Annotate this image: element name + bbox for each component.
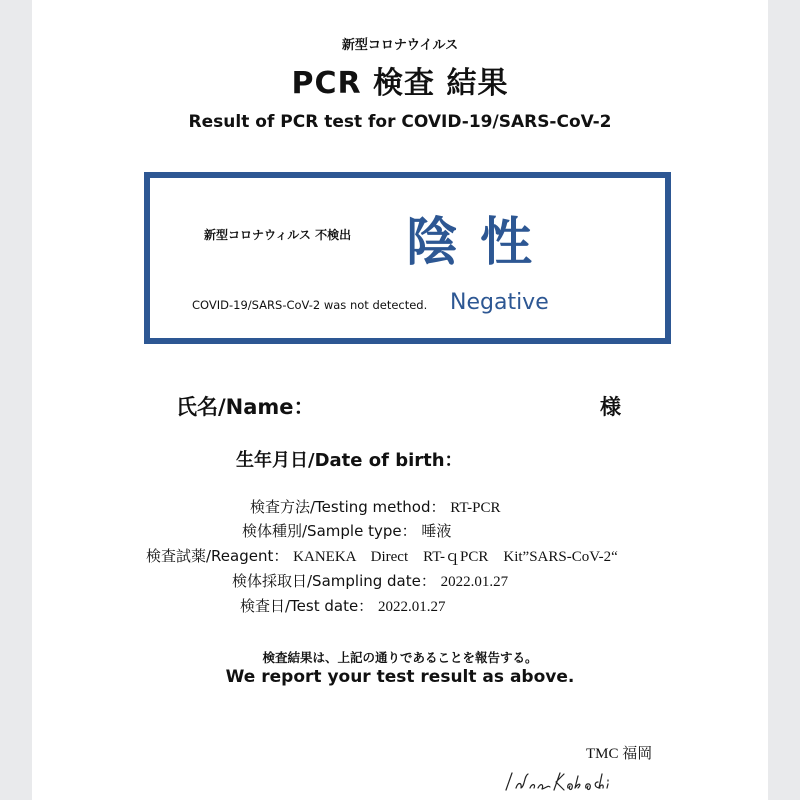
page-subtitle: Result of PCR test for COVID-19/SARS-CoV-2 [188,112,612,132]
issuer: TMC 福岡 [586,746,653,762]
sample-label: 検体種別/Sample type： [242,522,417,540]
method-row [250,496,501,517]
honorific: 様 [600,395,621,419]
sampling-row [232,570,508,591]
method-label: 検査方法/Testing method： [250,498,446,516]
report-statement-jp: 検査結果は、上記の通りであることを報告する。 [262,650,538,665]
reagent-value: KANEKA Direct RT-ｑPCR Kit”SARS-CoV-2“ [293,549,618,565]
test-date-row [240,595,445,616]
report-statement-en: We report your test result as above. [225,667,575,687]
dob-label: 生年月日/Date of birth： [236,450,463,471]
page-title: PCR 検査 結果 [291,66,509,101]
sample-row [242,520,451,541]
sampling-label: 検体採取日/Sampling date： [232,572,436,590]
reagent-label: 検査試薬/Reagent： [146,547,289,565]
top-label: 新型コロナウイルス [341,38,459,53]
sampling-value: 2022.01.27 [440,574,509,590]
test-date-value: 2022.01.27 [377,599,446,615]
sample-value: 唾液 [421,524,452,540]
test-date-label: 検査日/Test date： [240,597,374,615]
result-negative-label: Negative [450,290,549,315]
result-en-status: COVID-19/SARS-CoV-2 was not detected. [192,298,428,312]
result-big-text: 陰性 [406,213,555,273]
result-box [144,172,671,344]
signature [502,770,622,794]
certificate-page [32,0,768,800]
reagent-row [146,545,618,566]
method-value: RT-PCR [450,500,501,516]
result-jp-status: 新型コロナウィルス 不検出 [204,228,352,242]
name-label: 氏名/Name： [176,395,315,419]
